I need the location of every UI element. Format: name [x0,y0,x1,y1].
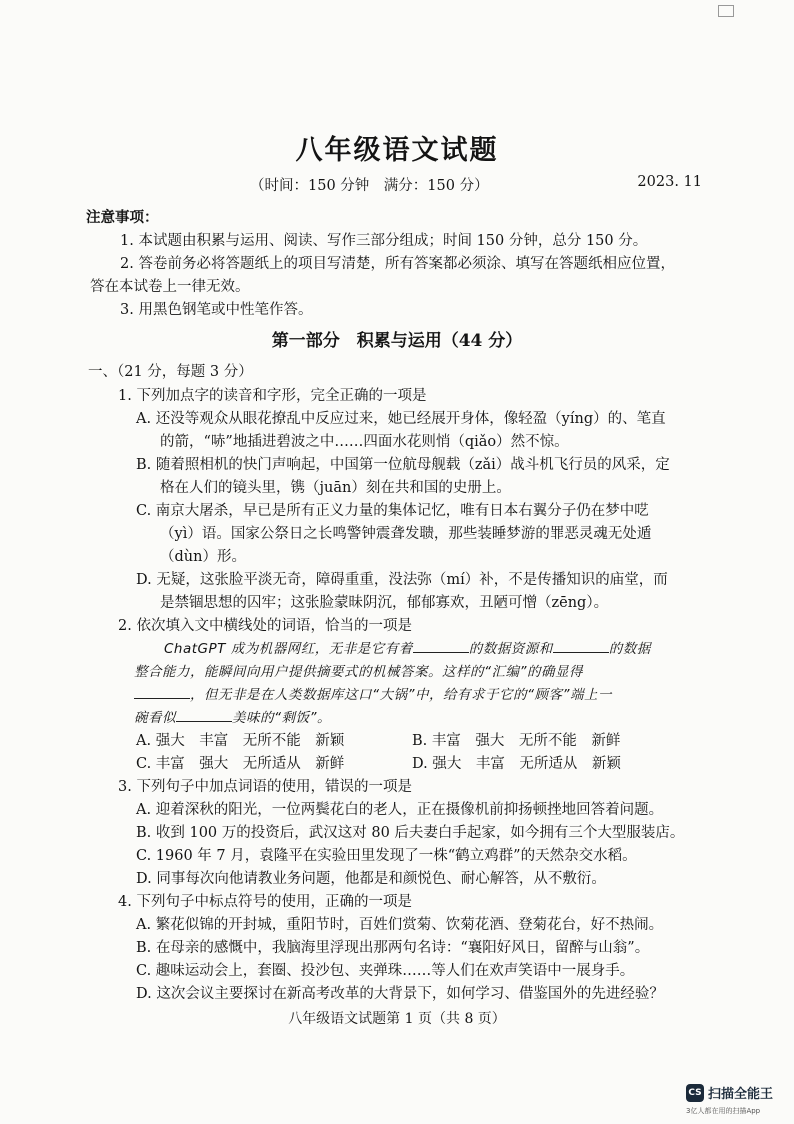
q2-passage-line: 整合能力，能瞬间向用户提供摘要式的机械答案。这样的“汇编”的确显得 [134,664,583,680]
q2-passage-line [134,706,331,726]
q3-option-d: D. 同事每次向他请教业务问题，他都是和颜悦色、耐心解答，从不敷衍。 [136,871,606,887]
part-header: 一、（21 分，每题 3 分） [88,364,253,380]
notice-item: 答在本试卷上一律无效。 [90,279,250,295]
q2-option-b: B. 丰富 强大 无所不能 新鲜 [412,733,621,749]
passage-text: 的数据 [608,641,651,657]
notice-item: 3. 用黑色钢笔或中性笔作答。 [120,302,313,318]
q1-option-c: C. 南京大屠杀，早已是所有正义力量的集体记忆，唯有日本右翼分子仍在梦中呓 [136,503,649,519]
q4-option-c: C. 趣味运动会上，套圈、投沙包、夹弹珠……等人们在欢声笑语中一展身手。 [136,963,635,979]
q1-option-b: B. 随着照相机的快门声响起，中国第一位航母舰载（zǎi）战斗机飞行员的风采，定 [136,457,670,473]
q2-passage-line [164,637,651,657]
question-2-stem: 2. 依次填入文中横线处的词语，恰当的一项是 [118,618,412,634]
page-title: 八年级语文试题 [295,135,499,166]
notice-item: 2. 答卷前务必将答题纸上的项目写清楚，所有答案都必须涂、填写在答题纸相应位置， [120,256,675,272]
q1-option-b-cont: 格在人们的镜头里，镌（juān）刻在共和国的史册上。 [160,480,511,496]
q3-option-c: C. 1960 年 7 月，袁隆平在实验田里发现了一株“鹤立鸡群”的天然杂交水稻。 [136,848,637,864]
q1-option-d: D. 无疑，这张脸平淡无奇，障碍重重，没法弥（mí）补，不是传播知识的庙堂，而 [136,572,668,588]
fill-blank [134,686,190,699]
q4-option-b: B. 在母亲的感慨中，我脑海里浮现出那两句名诗：“襄阳好风日，留醉与山翁”。 [136,940,650,956]
fill-blank [553,640,609,653]
passage-text: ，但无非是在人类数据库这口“大锅”中，给有求于它的“顾客”端上一 [190,687,612,703]
passage-text: 的数据资源和 [468,641,553,657]
camscanner-logo-icon: CS [686,1084,704,1102]
camscanner-name: 扫描全能王 [708,1087,774,1102]
q2-option-d: D. 强大 丰富 无所适从 新颖 [412,756,621,772]
section-title: 第一部分 积累与运用（44 分） [271,331,523,351]
fill-blank [413,640,469,653]
q2-passage-line [134,683,612,703]
q2-option-a: A. 强大 丰富 无所不能 新颖 [136,733,345,749]
notice-label: 注意事项： [86,209,159,226]
exam-time-score: （时间：150 分钟 满分：150 分） [250,178,489,194]
q4-option-a: A. 繁花似锦的开封城，重阳节时，百姓们赏菊、饮菊花酒、登菊花台，好不热闹。 [136,917,664,933]
fill-blank [176,709,232,722]
passage-text: 碗看似 [134,710,176,726]
question-1-stem: 1. 下列加点字的读音和字形，完全正确的一项是 [118,388,427,404]
q1-option-c-cont2: （dùn）形。 [160,549,246,565]
passage-text: 美味的“剩饭”。 [232,710,331,726]
q1-option-c-cont: （yì）语。国家公祭日之长鸣警钟震聋发聩，那些装睡梦游的罪恶灵魂无处遁 [160,526,652,542]
q1-option-d-cont: 是禁锢思想的囚牢；这张脸蒙昧阴沉，郁郁寡欢，丑陋可憎（zēng）。 [160,595,609,611]
q2-option-c: C. 丰富 强大 无所适从 新鲜 [136,756,345,772]
q4-option-d: D. 这次会议主要探讨在新高考改革的大背景下，如何学习、借鉴国外的先进经验？ [136,986,664,1002]
q3-option-b: B. 收到 100 万的投资后，武汉这对 80 后夫妻白手起家，如今拥有三个大型服装店。 [136,825,685,841]
q3-option-a: A. 迎着深秋的阳光，一位两鬓花白的老人，正在摄像机前抑扬顿挫地回答着问题。 [136,802,664,818]
exam-date: 2023. 11 [637,174,702,190]
camscanner-tagline: 3亿人都在用的扫描App [686,1107,761,1115]
passage-text: ChatGPT 成为机器网红，无非是它有着 [164,641,413,657]
notice-item: 1. 本试题由积累与运用、阅读、写作三部分组成；时间 150 分钟，总分 150 分。 [120,233,648,249]
question-3-stem: 3. 下列句子中加点词语的使用，错误的一项是 [118,779,412,795]
corner-mark [718,5,734,17]
page-footer: 八年级语文试题第 1 页（共 8 页） [288,1011,506,1027]
q1-option-a-cont: 的箭，“哧”地插进碧波之中……四面水花则悄（qiǎo）然不惊。 [160,434,569,450]
q1-option-a: A. 还没等观众从眼花撩乱中反应过来，她已经展开身体，像轻盈（yíng）的、笔直 [136,411,666,427]
question-4-stem: 4. 下列句子中标点符号的使用，正确的一项是 [118,894,412,910]
